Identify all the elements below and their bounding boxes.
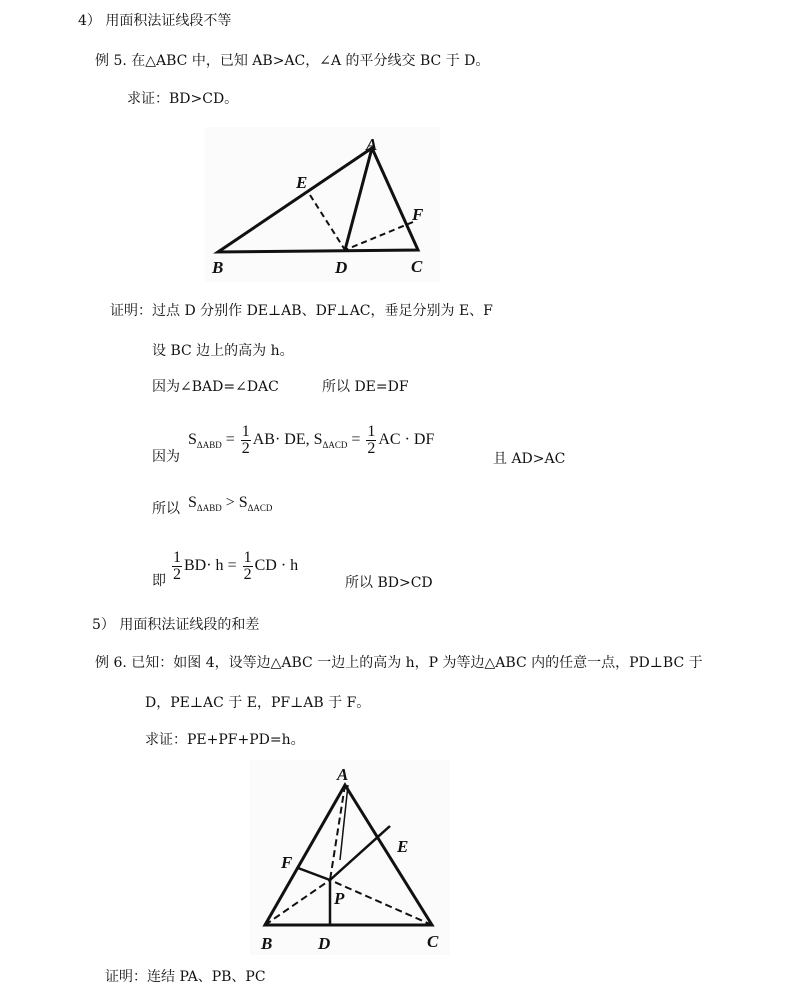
example-5-prove: 求证：BD>CD。 bbox=[127, 91, 239, 107]
example-5-statement: 例 5. 在△ABC 中，已知 AB>AC，∠A 的平分线交 BC 于 D。 bbox=[95, 53, 490, 69]
figure-equilateral-triangle bbox=[250, 760, 450, 955]
figure-triangle-bisector bbox=[205, 127, 440, 282]
label-a: A bbox=[366, 135, 378, 154]
proof-line-3b: 所以 DE=DF bbox=[322, 379, 409, 395]
s-symbol: S bbox=[188, 431, 197, 449]
section-5-heading: 5） 用面积法证线段的和差 bbox=[92, 617, 260, 633]
label-e2: E bbox=[397, 837, 409, 856]
area-inequality: $S_{\Delta ABD} > S_{\Delta ACD}$ bbox=[188, 494, 273, 513]
label-a2: A bbox=[337, 765, 349, 784]
proof-line-2: 设 BC 边上的高为 h。 bbox=[152, 343, 294, 359]
label-e: E bbox=[296, 173, 308, 192]
fraction-half: $\frac{1}{2}$ bbox=[367, 423, 376, 457]
proof-line-6-suffix: 所以 BD>CD bbox=[345, 575, 433, 591]
proof-line-4-suffix: 且 AD>AC bbox=[493, 451, 566, 467]
example-6-statement-2: D，PE⊥AC 于 E，PF⊥AB 于 F。 bbox=[145, 695, 371, 711]
subscript-acd: ΔACD bbox=[322, 440, 348, 451]
section-4-heading: 4） 用面积法证线段不等 bbox=[78, 13, 232, 29]
label-f: F bbox=[412, 205, 424, 224]
label-c2: C bbox=[427, 932, 439, 951]
example-6-statement-1: 例 6. 已知：如图 4，设等边△ABC 一边上的高为 h，P 为等边△ABC 内的任意一点，PD⊥BC 于 bbox=[95, 655, 703, 671]
proof-line-6-prefix: 即 bbox=[152, 573, 166, 589]
area-formula bbox=[188, 424, 434, 457]
proof-line-4-prefix: 因为 bbox=[152, 449, 180, 465]
label-f2: F bbox=[281, 853, 293, 872]
equals: = bbox=[225, 431, 235, 449]
fraction-half: $\frac{1}{2}$ bbox=[241, 423, 250, 457]
proof-line-5-prefix: 所以 bbox=[152, 501, 180, 517]
proof-line-1: 证明：过点 D 分别作 DE⊥AB、DF⊥AC，垂足分别为 E、F bbox=[110, 303, 493, 319]
ac-df: AC · DF bbox=[378, 431, 435, 449]
label-p: P bbox=[334, 889, 345, 908]
label-d: D bbox=[335, 258, 348, 277]
ab-de: AB· DE, bbox=[252, 431, 310, 449]
height-equation: $\frac{1}{2}$ BD· h = $\frac{1}{2}$ CD · h bbox=[173, 549, 299, 583]
subscript-abd: ΔABD bbox=[196, 440, 222, 451]
label-d2: D bbox=[318, 934, 331, 953]
label-b2: B bbox=[261, 934, 273, 953]
proof-line-3a: 因为∠BAD=∠DAC bbox=[152, 379, 279, 395]
label-c: C bbox=[411, 257, 423, 276]
s-symbol: S bbox=[313, 431, 323, 449]
example-6-proof-start: 证明：连结 PA、PB、PC bbox=[105, 969, 266, 985]
equals: = bbox=[351, 431, 361, 449]
example-6-prove: 求证：PE+PF+PD=h。 bbox=[145, 732, 305, 748]
label-b: B bbox=[212, 258, 224, 277]
